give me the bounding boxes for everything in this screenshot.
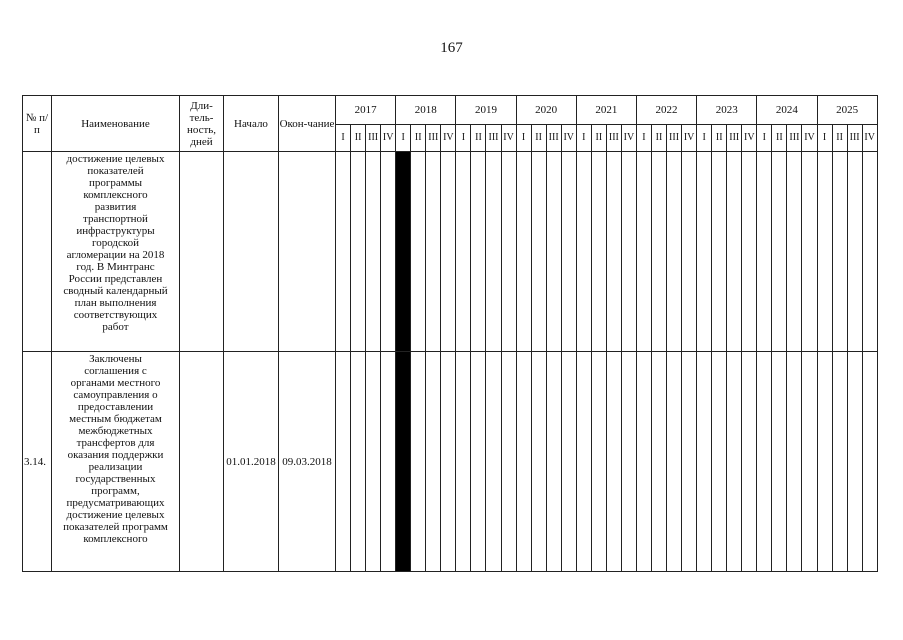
quarter-header-2025-II: II	[832, 125, 847, 152]
quarter-cell	[426, 152, 441, 352]
quarter-cell	[546, 152, 561, 352]
table-row	[23, 352, 878, 572]
quarter-header-2018-IV: IV	[441, 125, 456, 152]
quarter-header-2023-I: I	[697, 125, 712, 152]
row-number	[23, 152, 52, 352]
row-number: 3.14.	[23, 352, 52, 572]
quarter-header-2024-I: I	[757, 125, 772, 152]
quarter-cell	[486, 152, 501, 352]
year-header-2020: 2020	[516, 96, 576, 125]
quarter-header-2025-I: I	[817, 125, 832, 152]
quarter-cell	[802, 152, 817, 352]
quarter-cell	[561, 352, 576, 572]
quarter-header-2025-IV: IV	[862, 125, 877, 152]
gantt-bar	[396, 152, 411, 352]
name-line: местным бюджетам	[69, 413, 162, 425]
row-start: 01.01.2018	[224, 352, 279, 572]
quarter-cell	[832, 352, 847, 572]
year-header-2017: 2017	[336, 96, 396, 125]
quarter-cell	[772, 152, 787, 352]
quarter-header-2017-II: II	[351, 125, 366, 152]
quarter-cell	[606, 152, 621, 352]
name-line: государственных	[75, 473, 156, 485]
quarter-cell	[366, 152, 381, 352]
quarter-cell	[667, 352, 682, 572]
name-line: предоставлении	[77, 401, 154, 413]
quarter-cell	[576, 352, 591, 572]
quarter-cell	[516, 152, 531, 352]
name-line: трансфертов для	[76, 437, 155, 449]
quarter-cell	[847, 152, 862, 352]
name-line: комплексного	[83, 189, 148, 201]
quarter-cell	[847, 352, 862, 572]
quarter-cell	[456, 352, 471, 572]
name-line: план выполнения	[74, 297, 157, 309]
quarter-header-2019-I: I	[456, 125, 471, 152]
quarter-cell	[531, 352, 546, 572]
quarter-cell	[621, 352, 636, 572]
quarter-cell	[351, 352, 366, 572]
quarter-header-2024-II: II	[772, 125, 787, 152]
quarter-header-2017-IV: IV	[381, 125, 396, 152]
quarter-cell	[712, 352, 727, 572]
quarter-cell	[862, 352, 877, 572]
quarter-header-2023-IV: IV	[742, 125, 757, 152]
year-header-2024: 2024	[757, 96, 817, 125]
quarter-cell	[772, 352, 787, 572]
quarter-header-2020-IV: IV	[561, 125, 576, 152]
name-line: органами местного	[70, 377, 161, 389]
quarter-header-2017-III: III	[366, 125, 381, 152]
quarter-cell	[787, 352, 802, 572]
quarter-header-2022-IV: IV	[682, 125, 697, 152]
year-header-2025: 2025	[817, 96, 877, 125]
quarter-header-2022-II: II	[651, 125, 666, 152]
quarter-header-2024-III: III	[787, 125, 802, 152]
name-line: сводный календарный	[63, 285, 168, 297]
quarter-header-2021-II: II	[591, 125, 606, 152]
quarter-cell	[426, 352, 441, 572]
quarter-cell	[742, 352, 757, 572]
quarter-header-2020-II: II	[531, 125, 546, 152]
name-line: показателей программ	[63, 521, 168, 533]
quarter-header-2017-I: I	[336, 125, 351, 152]
quarter-cell	[471, 152, 486, 352]
quarter-header-2020-III: III	[546, 125, 561, 152]
quarter-cell	[727, 152, 742, 352]
name-line: соглашения с	[84, 365, 147, 377]
name-line: год. В Минтранс	[76, 261, 155, 273]
year-header-2022: 2022	[636, 96, 696, 125]
quarter-header-2018-I: I	[396, 125, 411, 152]
quarter-cell	[697, 352, 712, 572]
name-line: работ	[102, 321, 129, 333]
name-line: достижение целевых	[66, 153, 165, 165]
row-duration	[180, 352, 224, 572]
year-header-2018: 2018	[396, 96, 456, 125]
quarter-cell	[591, 152, 606, 352]
quarter-cell	[712, 152, 727, 352]
quarter-cell	[862, 152, 877, 352]
quarter-header-2019-II: II	[471, 125, 486, 152]
name-line: программы	[88, 177, 143, 189]
quarter-cell	[727, 352, 742, 572]
quarter-cell	[456, 152, 471, 352]
quarter-header-2021-IV: IV	[621, 125, 636, 152]
row-start	[224, 152, 279, 352]
quarter-cell	[441, 352, 456, 572]
quarter-cell	[441, 152, 456, 352]
quarter-cell	[486, 352, 501, 572]
quarter-cell	[336, 152, 351, 352]
quarter-header-2023-III: III	[727, 125, 742, 152]
row-end	[279, 152, 336, 352]
name-line: реализации	[88, 461, 143, 473]
quarter-cell	[651, 152, 666, 352]
name-line: комплексного	[83, 533, 148, 545]
quarter-cell	[817, 152, 832, 352]
quarter-cell	[787, 152, 802, 352]
quarter-cell	[561, 152, 576, 352]
header-duration: Дли-тель-ность, дней	[180, 96, 224, 152]
quarter-cell	[757, 352, 772, 572]
quarter-cell	[667, 152, 682, 352]
row-name	[52, 352, 180, 572]
name-line: предусматривающих	[66, 497, 165, 509]
gantt-table	[22, 95, 878, 572]
quarter-cell	[591, 352, 606, 572]
year-header-2021: 2021	[576, 96, 636, 125]
name-line: транспортной	[83, 213, 148, 225]
header-name: Наименование	[52, 96, 180, 152]
table-row	[23, 152, 878, 352]
quarter-cell	[636, 352, 651, 572]
quarter-cell	[501, 352, 516, 572]
quarter-cell	[516, 352, 531, 572]
year-header-2019: 2019	[456, 96, 516, 125]
quarter-header-2021-I: I	[576, 125, 591, 152]
quarter-header-2024-IV: IV	[802, 125, 817, 152]
quarter-cell	[471, 352, 486, 572]
quarter-cell	[606, 352, 621, 572]
name-line: самоуправления о	[73, 389, 158, 401]
quarter-cell	[411, 152, 426, 352]
quarter-cell	[336, 352, 351, 572]
quarter-header-2019-IV: IV	[501, 125, 516, 152]
header-start: Начало	[224, 96, 279, 152]
quarter-cell	[531, 152, 546, 352]
quarter-cell	[351, 152, 366, 352]
quarter-cell	[636, 152, 651, 352]
quarter-header-2018-II: II	[411, 125, 426, 152]
name-line: развития	[94, 201, 137, 213]
quarter-cell	[757, 152, 772, 352]
name-line: России представлен	[68, 273, 163, 285]
quarter-header-2019-III: III	[486, 125, 501, 152]
name-line: показателей	[87, 165, 144, 177]
quarter-cell	[576, 152, 591, 352]
row-duration	[180, 152, 224, 352]
header-end: Окон-чание	[279, 96, 336, 152]
name-line: соответствующих	[73, 309, 158, 321]
name-line: межбюджетных	[78, 425, 153, 437]
quarter-cell	[411, 352, 426, 572]
name-line: Заключены	[89, 353, 142, 365]
name-line: оказания поддержки	[67, 449, 164, 461]
quarter-header-2025-III: III	[847, 125, 862, 152]
gantt-bar	[396, 352, 411, 572]
quarter-cell	[697, 152, 712, 352]
quarter-header-2020-I: I	[516, 125, 531, 152]
quarter-cell	[802, 352, 817, 572]
quarter-header-2022-III: III	[667, 125, 682, 152]
name-line: агломерации на 2018	[66, 249, 165, 261]
quarter-header-2018-III: III	[426, 125, 441, 152]
quarter-cell	[546, 352, 561, 572]
quarter-cell	[651, 352, 666, 572]
header-num: № п/п	[23, 96, 52, 152]
quarter-cell	[381, 352, 396, 572]
quarter-cell	[742, 152, 757, 352]
year-header-2023: 2023	[697, 96, 757, 125]
page-number: 167	[440, 40, 463, 56]
quarter-cell	[682, 352, 697, 572]
quarter-cell	[381, 152, 396, 352]
name-line: программ,	[91, 485, 140, 497]
quarter-header-2021-III: III	[606, 125, 621, 152]
quarter-cell	[832, 152, 847, 352]
quarter-cell	[501, 152, 516, 352]
quarter-cell	[817, 352, 832, 572]
quarter-header-2023-II: II	[712, 125, 727, 152]
quarter-cell	[366, 352, 381, 572]
name-line: городской	[91, 237, 140, 249]
row-name	[52, 152, 180, 352]
name-line: достижение целевых	[66, 509, 165, 521]
quarter-cell	[621, 152, 636, 352]
quarter-cell	[682, 152, 697, 352]
row-end: 09.03.2018	[279, 352, 336, 572]
name-line: инфраструктуры	[76, 225, 155, 237]
quarter-header-2022-I: I	[636, 125, 651, 152]
